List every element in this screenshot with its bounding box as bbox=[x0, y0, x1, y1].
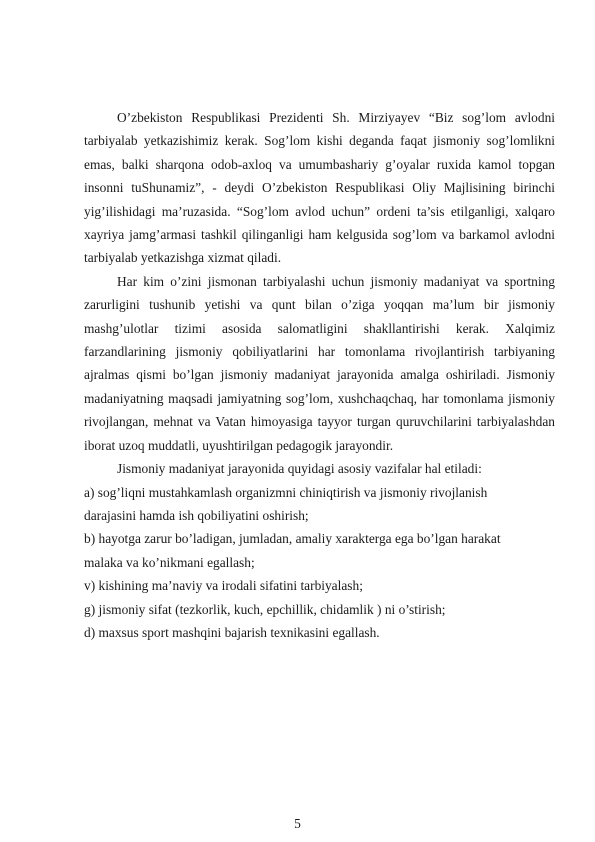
list-item-a-line-2: darajasini hamda ish qobiliyatini oshirish; bbox=[84, 507, 309, 523]
page-number: 5 bbox=[294, 816, 301, 831]
tasks-intro-line: Jismoniy madaniyat jarayonida quyidagi asosiy vazifalar hal etiladi: bbox=[117, 461, 482, 477]
list-item-v: v) kishining ma’naviy va irodali sifatini tarbiyalash; bbox=[84, 578, 363, 594]
list-item-b-line-1: b) hayotga zarur bo’ladigan, jumladan, amaliy xarakterga ega bo’lgan harakat bbox=[84, 531, 501, 547]
list-item-d: d) maxsus sport mashqini bajarish texnikasini egallash. bbox=[84, 624, 380, 640]
list-item-a-line-1: a) sog’liqni mustahkamlash organizmni chiniqtirish va jismoniy rivojlanish bbox=[84, 484, 488, 500]
paragraph-physical-culture: Har kim o’zini jismonan tarbiyalashi uchun jismoniy madaniyat va sportning zarurligini tushunib yetishi va qunt bilan o’ziga yoqqan ma’lum bir jismoniy mashg’ulotlar tizimi asosida salomatligini shakllantirishi kerak. Xalqimiz farzandlarining jismoniy qobiliyatlarini har tomonlama rivojlantirish tarbiyaning ajralmas qismi bo’lgan jismoniy madaniyat jarayonida amalga oshiriladi. Jismoniy madaniyatning maqsadi jamiyatning sog’lom, xushchaqchaq, har tomonlama jismoniy rivojlangan, mehnat va Vatan himoyasiga tayyor turgan quruvchilarini tarbiyalashdan iborat uzoq muddatli, uyushtirilgan pedagogik jarayondir. bbox=[84, 273, 555, 453]
list-item-b-line-2: malaka va ko’nikmani egallash; bbox=[84, 554, 255, 570]
list-item-g: g) jismoniy sifat (tezkorlik, kuch, epchillik, chidamlik ) ni o’stirish; bbox=[84, 601, 446, 617]
document-page bbox=[84, 106, 555, 644]
paragraph-president-quote: O’zbekiston Respublikasi Prezidenti Sh. Mirziyayev “Biz sog’lom avlodni tarbiyalab yetkazishimiz kerak. Sog’lom kishi deganda faqat jismoniy sog’lomlikni emas, balki sharqona odob-axloq va umumbashariy g’oyalar ruxida kamol topgan insonni tuShunamiz”, - deydi O’zbekiston Respublikasi Oliy Majlisining birinchi yig’ilishidagi ma’ruzasida. “Sog’lom avlod uchun” ordeni ta’sis etilganligi, xalqaro xayriya jamg’armasi tashkil qilinganligi ham kelgusida sog’lom va barkamol avlodni tarbiyalab yetkazishga xizmat qiladi. bbox=[84, 110, 555, 266]
